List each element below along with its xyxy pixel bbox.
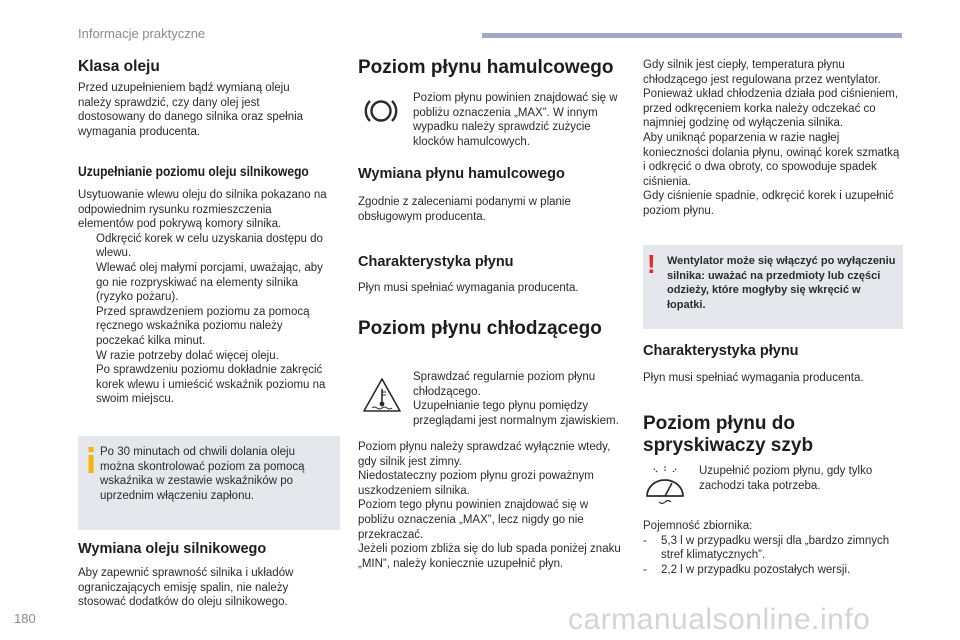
brake-level-text: Poziom płynu powinien znajdować się w pobliżu oznaczenia „MAX”. W innym wypadku należy sprawdzić zużycie klocków hamulcowych. (413, 92, 618, 148)
topping-up-heading: Uzupełnianie poziomu oleju silnikowego (78, 163, 309, 179)
brake-warning-icon (362, 96, 400, 126)
brake-spec-text: Płyn musi spełniać wymagania producenta. (358, 282, 579, 294)
washer-icon (643, 466, 687, 506)
capacity-item (643, 563, 905, 578)
oil-grade-heading: Klasa oleju (78, 58, 160, 75)
warning-note (643, 245, 903, 329)
section-title: Informacje praktyczne (78, 26, 206, 41)
coolant-level-heading: Poziom płynu chłodzącego (358, 318, 602, 339)
capacity-text: 2,2 l w przypadku pozostałych wersji. (661, 563, 851, 576)
coolant-spec-heading: Charakterystyka płynu (643, 343, 799, 359)
dash-marker: - (643, 534, 647, 547)
warning-text: Wentylator może się włączyć po wyłączeniu silnika: uważać na przedmioty lub części odzieży, które mogłyby się wkręcić w łopatki. (667, 255, 896, 311)
info-note-text: Po 30 minutach od chwili dolania oleju można skontrolować poziom za pomocą wskaźnika w zestawie wskaźników po uprzednim włączeniu zapłonu. (100, 446, 305, 502)
coolant-icon-text: Sprawdzać regularnie poziom płynu chłodzącego. Uzupełnianie tego płynu pomiędzy przeglądami jest normalnym zjawiskiem. (413, 371, 619, 427)
capacity-list (643, 534, 905, 578)
step-text: Wlewać olej małymi porcjami, uważając, aby go nie rozpryskiwać na elementy silnika (ryzyko pożaru). (96, 261, 323, 304)
oil-change-heading: Wymiana oleju silnikowego (78, 541, 267, 557)
oil-grade-text: Przed uzupełnieniem bądź wymianą oleju należy sprawdzić, czy dany olej jest dostosowany do danego silnika oraz spełnia wymagania producenta. (78, 82, 304, 138)
topping-up-step (78, 349, 328, 364)
capacity-label: Pojemność zbiornika: (643, 520, 753, 532)
brake-change-heading: Wymiana płynu hamulcowego (358, 166, 565, 182)
step-text: Po sprawdzeniu poziomu dokładnie zakręcić korek wlewu i umieścić wskaźnik poziomu na swoim miejscu. (96, 364, 326, 406)
topping-up-step (78, 261, 328, 305)
capacity-text: 5,3 l w przypadku wersji dla „bardzo zimnych stref klimatycznych”. (661, 534, 890, 562)
warning-icon: ! (647, 249, 656, 279)
oil-change-text: Aby zapewnić sprawność silnika i układów ograniczających emisję spalin, nie należy stosować dodatków do oleju silnikowego. (78, 567, 294, 609)
topping-up-step (78, 363, 328, 407)
hot-engine-text: Gdy silnik jest ciepły, temperatura płynu chłodzącego jest regulowana przez wentylator. Ponieważ układ chłodzenia działa pod ciśnieniem, przed odkręceniem korka należy odczekać co najmniej godzinę od wyłączenia silnika. Aby uniknąć poparzenia w razie nagłej konieczności dolania płynu, owinąć korek szmatką i odkręcić o dwa obroty, co spowoduje spadek ciśnienia. Gdy ciśnienie spadnie, odkręcić korek i uzupełnić poziom płynu. (643, 59, 900, 217)
dash-marker: - (643, 563, 647, 576)
topping-up-section (78, 188, 328, 407)
washer-icon-text: Uzupełnić poziom płynu, gdy tylko zachodzi taka potrzeba. (699, 465, 873, 492)
capacity-item (643, 534, 905, 563)
topping-up-step (78, 305, 328, 349)
watermark: carmanualsonline.info (568, 603, 871, 636)
topping-up-step (78, 232, 328, 261)
brake-level-heading: Poziom płynu hamulcowego (358, 57, 614, 78)
coolant-spec-text: Płyn musi spełniać wymagania producenta. (643, 372, 864, 384)
topping-up-intro: Usytuowanie wlewu oleju do silnika pokazano na odpowiednim rysunku rozmieszczenia elementów pod pokrywą komory silnika. (78, 189, 327, 231)
topping-up-steps (78, 232, 328, 407)
coolant-temperature-icon (362, 377, 402, 413)
coolant-level-body: Poziom płynu należy sprawdzać wyłącznie wtedy, gdy silnik jest zimny. Niedostateczny poziom płynu grozi poważnym uszkodzeniem silnika. Poziom tego płynu powinien znajdować się w pobliżu oznaczenia „MAX”, lecz nigdy go nie przekraczać. Jeżeli poziom zbliża się do lub spada poniżej znaku „MIN”, należy koniecznie uzupełnić płyn. (358, 441, 621, 570)
info-note (78, 436, 340, 530)
header-bar (482, 33, 902, 38)
brake-change-text: Zgodnie z zaleceniami podanymi w planie obsługowym producenta. (358, 196, 571, 223)
step-text: Przed sprawdzeniem poziomu za pomocą ręcznego wskaźnika poziomu należy poczekać kilka minut. (96, 305, 310, 347)
info-icon (86, 447, 96, 473)
page-number: 180 (14, 611, 36, 626)
washer-capacity (643, 519, 905, 577)
brake-spec-heading: Charakterystyka płynu (358, 254, 514, 270)
step-text: W razie potrzeby dolać więcej oleju. (96, 349, 279, 362)
washer-level-heading: Poziom płynu do spryskiwaczy szyb (643, 413, 814, 456)
step-text: Odkręcić korek w celu uzyskania dostępu do wlewu. (96, 232, 323, 260)
